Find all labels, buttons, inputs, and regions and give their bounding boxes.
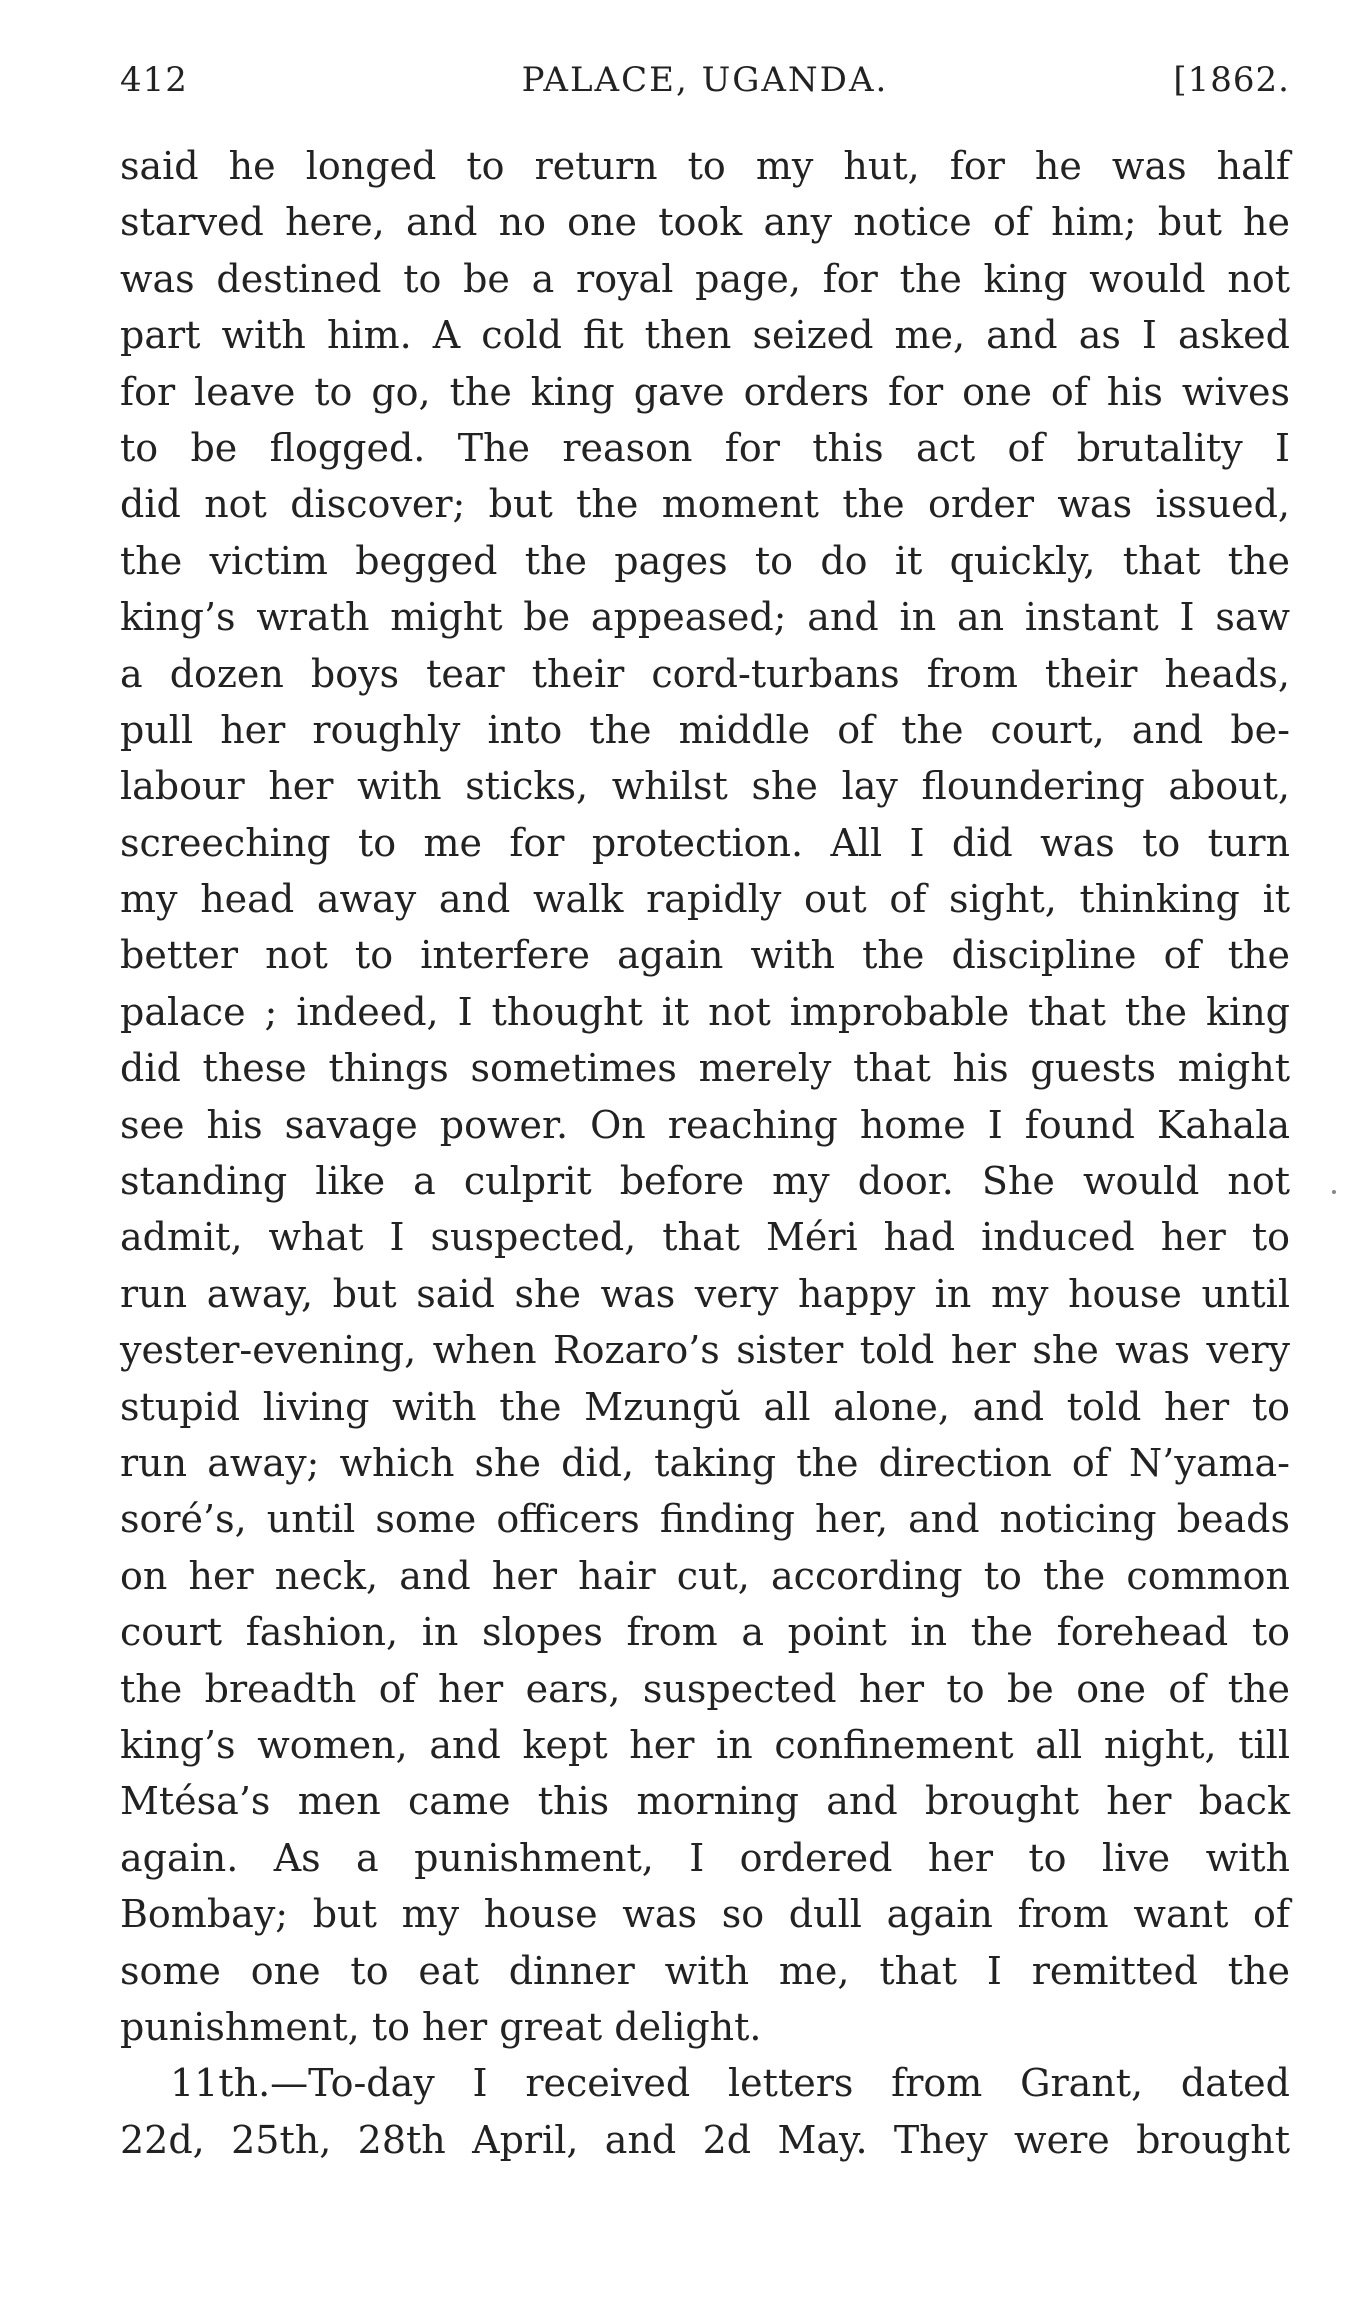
dated-entry-line: 11th.—To-day I received letters from Grant, dated [170,2061,1290,2106]
text-line: Mtésa’s men came this morning and brought her back [120,1779,1290,1824]
text-line: stupid living with the Mzungŭ all alone, and told her to [120,1384,1290,1429]
text-line: Bombay; but my house was so dull again from want of [120,1892,1290,1937]
year-marker: [1862. [1173,60,1290,100]
text-line: yester-evening, when Rozaro’s sister told her she was very [120,1328,1290,1373]
body-text [120,138,1290,2168]
text-line: screeching to me for protection. All I did was to turn [120,820,1290,865]
paragraph-end-line: punishment, to her great delight. [120,2004,762,2049]
text-line: did not discover; but the moment the order was issued, [120,482,1290,527]
text-line: king’s wrath might be appeased; and in an instant I saw [120,595,1290,640]
text-line: 22d, 25th, 28th April, and 2d May. They were brought [120,2117,1290,2162]
text-line: my head away and walk rapidly out of sight, thinking it [120,877,1290,922]
text-line: admit, what I suspected, that Méri had induced her to [120,1215,1290,1260]
text-line: labour her with sticks, whilst she lay floundering about, [120,764,1290,809]
text-line: starved here, and no one took any notice of him; but he [120,200,1290,245]
text-line: on her neck, and her hair cut, according to the common [120,1553,1290,1598]
text-line: for leave to go, the king gave orders for one of his wives [120,369,1290,414]
text-line: king’s women, and kept her in confinement all night, till [120,1722,1290,1767]
text-line: the breadth of her ears, suspected her to be one of the [120,1666,1290,1711]
text-line: soré’s, until some officers finding her, and noticing beads [120,1497,1290,1542]
text-line: court fashion, in slopes from a point in the forehead to [120,1610,1290,1655]
ink-speck [1332,1190,1336,1194]
text-line: standing like a culprit before my door. She would not [120,1159,1290,1204]
text-line: see his savage power. On reaching home I found Kahala [120,1102,1290,1147]
text-line: again. As a punishment, I ordered her to live with [120,1835,1290,1880]
text-line: said he longed to return to my hut, for he was half [120,144,1290,188]
text-line: was destined to be a royal page, for the king would not [120,256,1290,301]
text-line: run away, but said she was very happy in my house until [120,1271,1290,1316]
text-line: part with him. A cold fit then seized me, and as I asked [120,313,1290,358]
text-line: to be flogged. The reason for this act of brutality I [120,425,1290,470]
text-line: the victim begged the pages to do it quickly, that the [120,538,1290,583]
text-line: palace ; indeed, I thought it not improbable that the king [120,989,1290,1034]
running-title: PALACE, UGANDA. [521,60,889,100]
text-line: a dozen boys tear their cord-turbans from their heads, [120,651,1290,696]
text-line: did these things sometimes merely that his guests might [120,1046,1290,1091]
page-number: 412 [120,60,188,100]
text-line: pull her roughly into the middle of the court, and be- [120,707,1290,752]
text-line: some one to eat dinner with me, that I remitted the [120,1948,1290,1993]
page-header [120,52,1290,122]
text-line: run away; which she did, taking the direction of N’yama- [120,1440,1290,1485]
text-line: better not to interfere again with the discipline of the [120,933,1290,978]
